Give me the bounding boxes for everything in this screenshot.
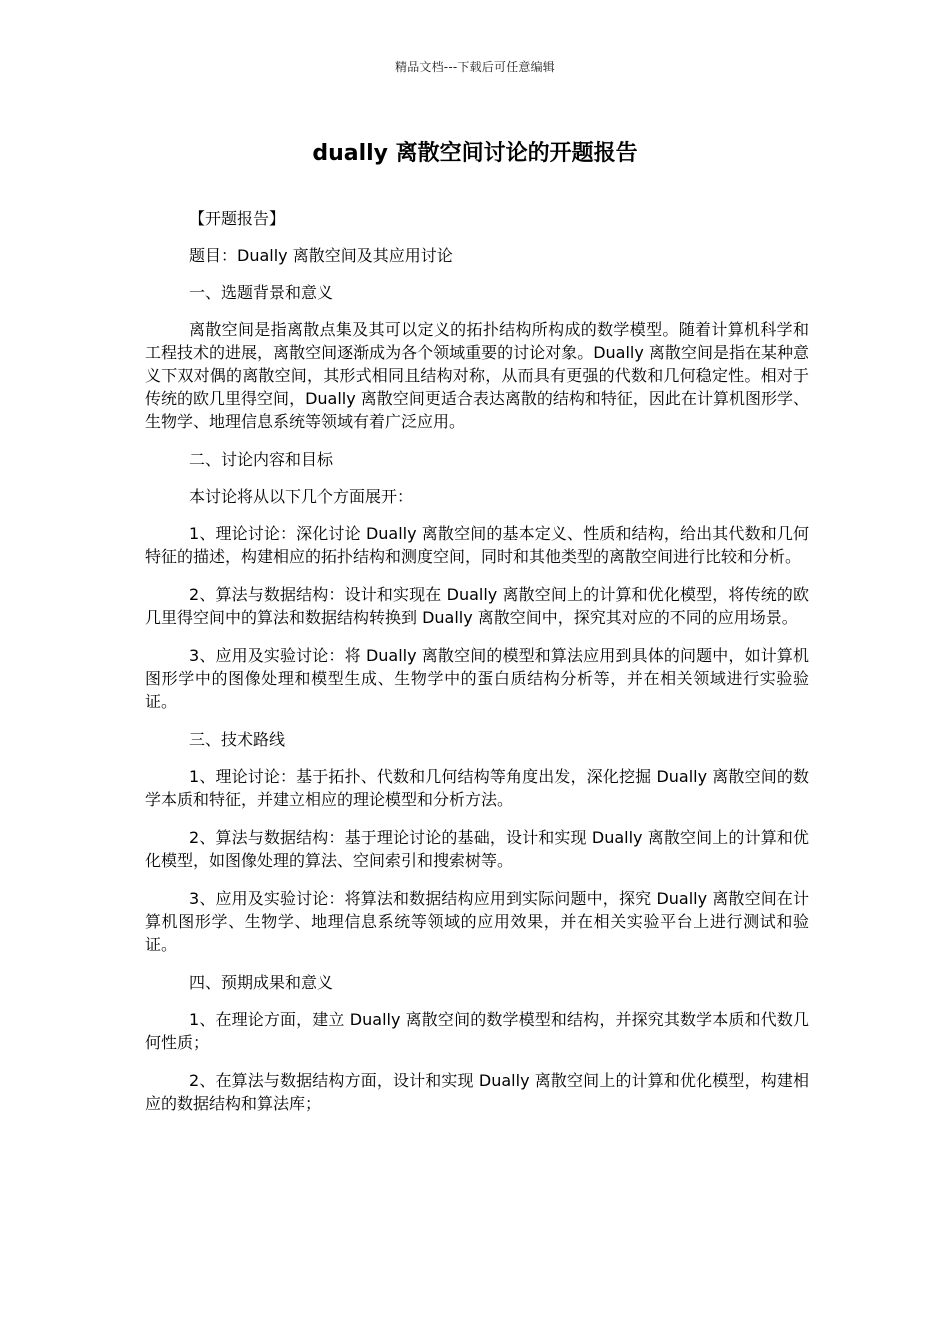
header-note: 精品文档---下载后可任意编辑 <box>395 60 555 74</box>
paragraph-content-item-3: 3、应用及实验讨论：将 Dually 离散空间的模型和算法应用到具体的问题中，如计算机图形学中的图像处理和模型生成、生物学中的蛋白质结构分析等，并在相关领域进行实验验证。 <box>145 646 809 711</box>
section-heading-background: 一、选题背景和意义 <box>189 283 334 302</box>
section-heading-route: 三、技术路线 <box>189 730 286 749</box>
paragraph-content-item-1: 1、理论讨论：深化讨论 Dually 离散空间的基本定义、性质和结构，给出其代数和几何特征的描述，构建相应的拓扑结构和测度空间，同时和其他类型的离散空间进行比较和分析。 <box>145 524 809 566</box>
document-title: dually 离散空间讨论的开题报告 <box>312 141 638 166</box>
topic-line: 题目：Dually 离散空间及其应用讨论 <box>189 246 453 265</box>
report-label: 【开题报告】 <box>189 209 286 228</box>
paragraph-background: 离散空间是指离散点集及其可以定义的拓扑结构所构成的数学模型。随着计算机科学和工程技术的进展，离散空间逐渐成为各个领域重要的讨论对象。Dually 离散空间是指在某种意义下双对偶的离散空间，其形式相同且结构对称，从而具有更强的代数和几何稳定性。相对于传统的欧几里得空间，Dually 离散空间更适合表达离散的结构和特征，因此在计算机图形学、生物学、地理信息系统等领域有着广泛应用。 <box>145 320 809 431</box>
paragraph-route-item-2: 2、算法与数据结构：基于理论讨论的基础，设计和实现 Dually 离散空间上的计算和优化模型，如图像处理的算法、空间索引和搜索树等。 <box>145 828 809 870</box>
section-heading-outcomes: 四、预期成果和意义 <box>189 973 334 992</box>
paragraph-content-item-2: 2、算法与数据结构：设计和实现在 Dually 离散空间上的计算和优化模型，将传统的欧几里得空间中的算法和数据结构转换到 Dually 离散空间中，探究其对应的不同的应用场景。 <box>145 585 809 627</box>
paragraph-intro: 本讨论将从以下几个方面展开： <box>189 487 414 506</box>
paragraph-route-item-3: 3、应用及实验讨论：将算法和数据结构应用到实际问题中，探究 Dually 离散空间在计算机图形学、生物学、地理信息系统等领域的应用效果，并在相关实验平台上进行测试和验证。 <box>145 889 809 954</box>
paragraph-route-item-1: 1、理论讨论：基于拓扑、代数和几何结构等角度出发，深化挖掘 Dually 离散空间的数学本质和特征，并建立相应的理论模型和分析方法。 <box>145 767 809 809</box>
paragraph-outcome-item-2: 2、在算法与数据结构方面，设计和实现 Dually 离散空间上的计算和优化模型，构建相应的数据结构和算法库； <box>145 1071 809 1113</box>
section-heading-content: 二、讨论内容和目标 <box>189 450 334 469</box>
paragraph-outcome-item-1: 1、在理论方面，建立 Dually 离散空间的数学模型和结构，并探究其数学本质和代数几何性质； <box>145 1010 809 1052</box>
document-body <box>145 207 809 1130</box>
